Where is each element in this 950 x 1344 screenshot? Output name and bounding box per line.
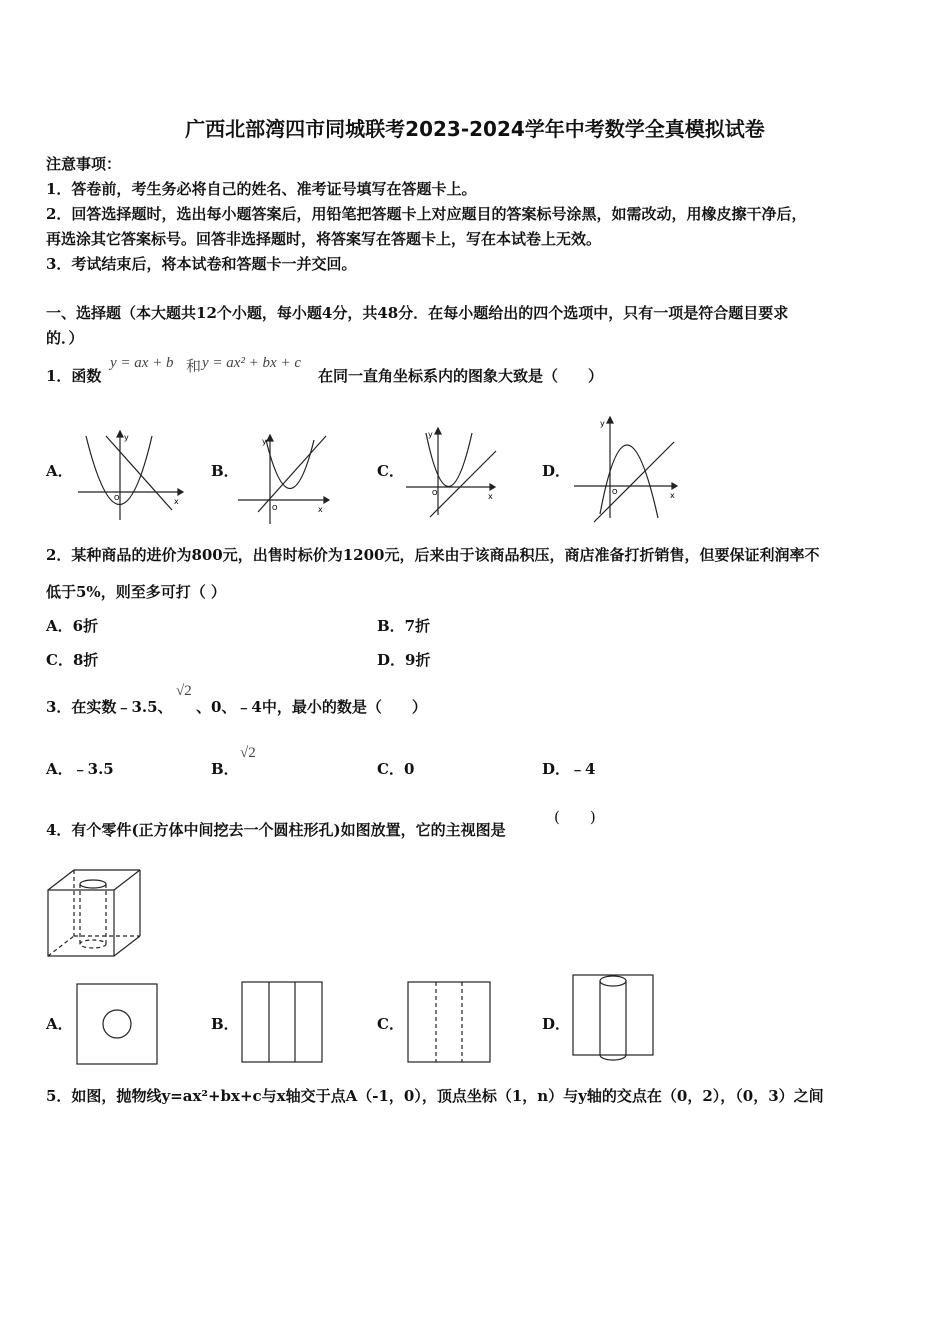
q5-text: 5．如图，抛物线y=ax²+bx+c与x轴交于点A（-1，0），顶点坐标（1，n）与y轴的交点在（0，2），（0，3）之间 bbox=[46, 1087, 824, 1105]
q3-option-b-value: √2 bbox=[240, 745, 256, 761]
q1-formula-quadratic: y = ax² + bx + c bbox=[202, 355, 301, 371]
q2-option-d: D．9折 bbox=[377, 651, 431, 669]
x-arrow bbox=[324, 497, 329, 503]
q4-option-a-label: A． bbox=[46, 1015, 73, 1033]
parabola bbox=[266, 440, 314, 489]
q1-graph-d bbox=[572, 414, 680, 524]
q4-text: 4．有个零件(正方体中间挖去一个圆柱形孔)如图放置，它的主视图是 bbox=[46, 821, 506, 839]
x-arrow bbox=[672, 483, 677, 489]
q1-graph-b bbox=[236, 432, 336, 527]
q1-graph-c bbox=[404, 425, 504, 520]
y-arrow bbox=[267, 435, 273, 441]
q4-option-a-figure bbox=[76, 983, 158, 1065]
x-label: x bbox=[488, 492, 493, 501]
origin-label: O bbox=[612, 488, 618, 496]
notice-item: 3．考试结束后，将本试卷和答题卡一并交回。 bbox=[46, 255, 357, 273]
section-heading-cont: 的．） bbox=[46, 329, 84, 347]
line bbox=[430, 451, 496, 517]
x-label: x bbox=[670, 491, 675, 500]
q2-option-c: C．8折 bbox=[46, 651, 99, 669]
y-label: y bbox=[262, 437, 267, 446]
y-arrow bbox=[435, 428, 441, 434]
page-title: 广西北部湾四市同城联考2023-2024学年中考数学全真模拟试卷 bbox=[185, 117, 765, 141]
q2-text: 2．某种商品的进价为800元，出售时标价为1200元，后来由于该商品积压，商店准备打折销售，但要保证利润率不 bbox=[46, 546, 820, 564]
q1-formula-linear: y = ax + b bbox=[110, 355, 174, 371]
x-arrow bbox=[490, 484, 495, 490]
q4-option-d-figure bbox=[572, 973, 654, 1063]
origin-label: O bbox=[432, 489, 438, 497]
section-heading: 一、选择题（本大题共12个小题，每小题4分，共48分．在每小题给出的四个选项中，只有一项是符合题目要求 bbox=[46, 304, 789, 322]
x-label: x bbox=[318, 505, 323, 514]
cylinder-top bbox=[80, 880, 106, 888]
origin-label: O bbox=[272, 504, 278, 512]
origin-label: O bbox=[114, 494, 120, 502]
y-arrow bbox=[117, 431, 123, 437]
y-arrow bbox=[607, 417, 613, 423]
x-arrow bbox=[178, 489, 183, 495]
q3-sqrt: √2 bbox=[176, 683, 192, 699]
q4-cube-figure bbox=[46, 868, 146, 960]
q3-option-d: D．﹣4 bbox=[542, 760, 596, 778]
x-label: x bbox=[174, 497, 179, 506]
q1-option-b-label: B． bbox=[211, 462, 239, 480]
q2-text-cont: 低于5%，则至多可打（ ） bbox=[46, 583, 226, 601]
y-label: y bbox=[428, 430, 433, 439]
y-label: y bbox=[124, 433, 129, 442]
y-label: y bbox=[600, 419, 605, 428]
q2-option-a: A．6折 bbox=[46, 617, 99, 635]
q1-graph-a bbox=[76, 428, 186, 523]
q1-option-d-label: D． bbox=[542, 462, 571, 480]
q4-paren: ( ) bbox=[554, 808, 596, 826]
notice-item: 1．答卷前，考生务必将自己的姓名、准考证号填写在答题卡上。 bbox=[46, 180, 477, 198]
cylinder-bottom bbox=[80, 940, 106, 948]
parabola bbox=[426, 433, 472, 487]
q3-prefix: 3．在实数﹣3.5、 bbox=[46, 698, 173, 716]
q3-suffix: 、0、﹣4中，最小的数是（ ） bbox=[196, 698, 427, 716]
q3-option-a: A．﹣3.5 bbox=[46, 760, 114, 778]
q3-option-b: B． bbox=[211, 760, 239, 778]
q4-option-b-figure bbox=[241, 981, 323, 1063]
notice-item: 再选涂其它答案标号。回答非选择题时，将答案写在答题卡上，写在本试卷上无效。 bbox=[46, 230, 602, 248]
q4-option-c-figure bbox=[407, 981, 491, 1063]
q1-suffix: 在同一直角坐标系内的图象大致是（ ） bbox=[318, 367, 604, 385]
notice-heading: 注意事项： bbox=[46, 155, 122, 173]
notice-item: 2．回答选择题时，选出每小题答案后，用铅笔把答题卡上对应题目的答案标号涂黑，如需改动，用橡皮擦干净后， bbox=[46, 205, 807, 223]
q4-option-c-label: C． bbox=[377, 1015, 404, 1033]
q1-and: 和 bbox=[186, 357, 202, 375]
q1-prefix: 1．函数 bbox=[46, 367, 102, 385]
line bbox=[594, 442, 674, 522]
q1-option-a-label: A． bbox=[46, 462, 73, 480]
q2-option-b: B．7折 bbox=[377, 617, 431, 635]
q3-option-c: C．0 bbox=[377, 760, 415, 778]
q4-option-d-label: D． bbox=[542, 1015, 571, 1033]
q4-option-b-label: B． bbox=[211, 1015, 239, 1033]
q1-option-c-label: C． bbox=[377, 462, 404, 480]
